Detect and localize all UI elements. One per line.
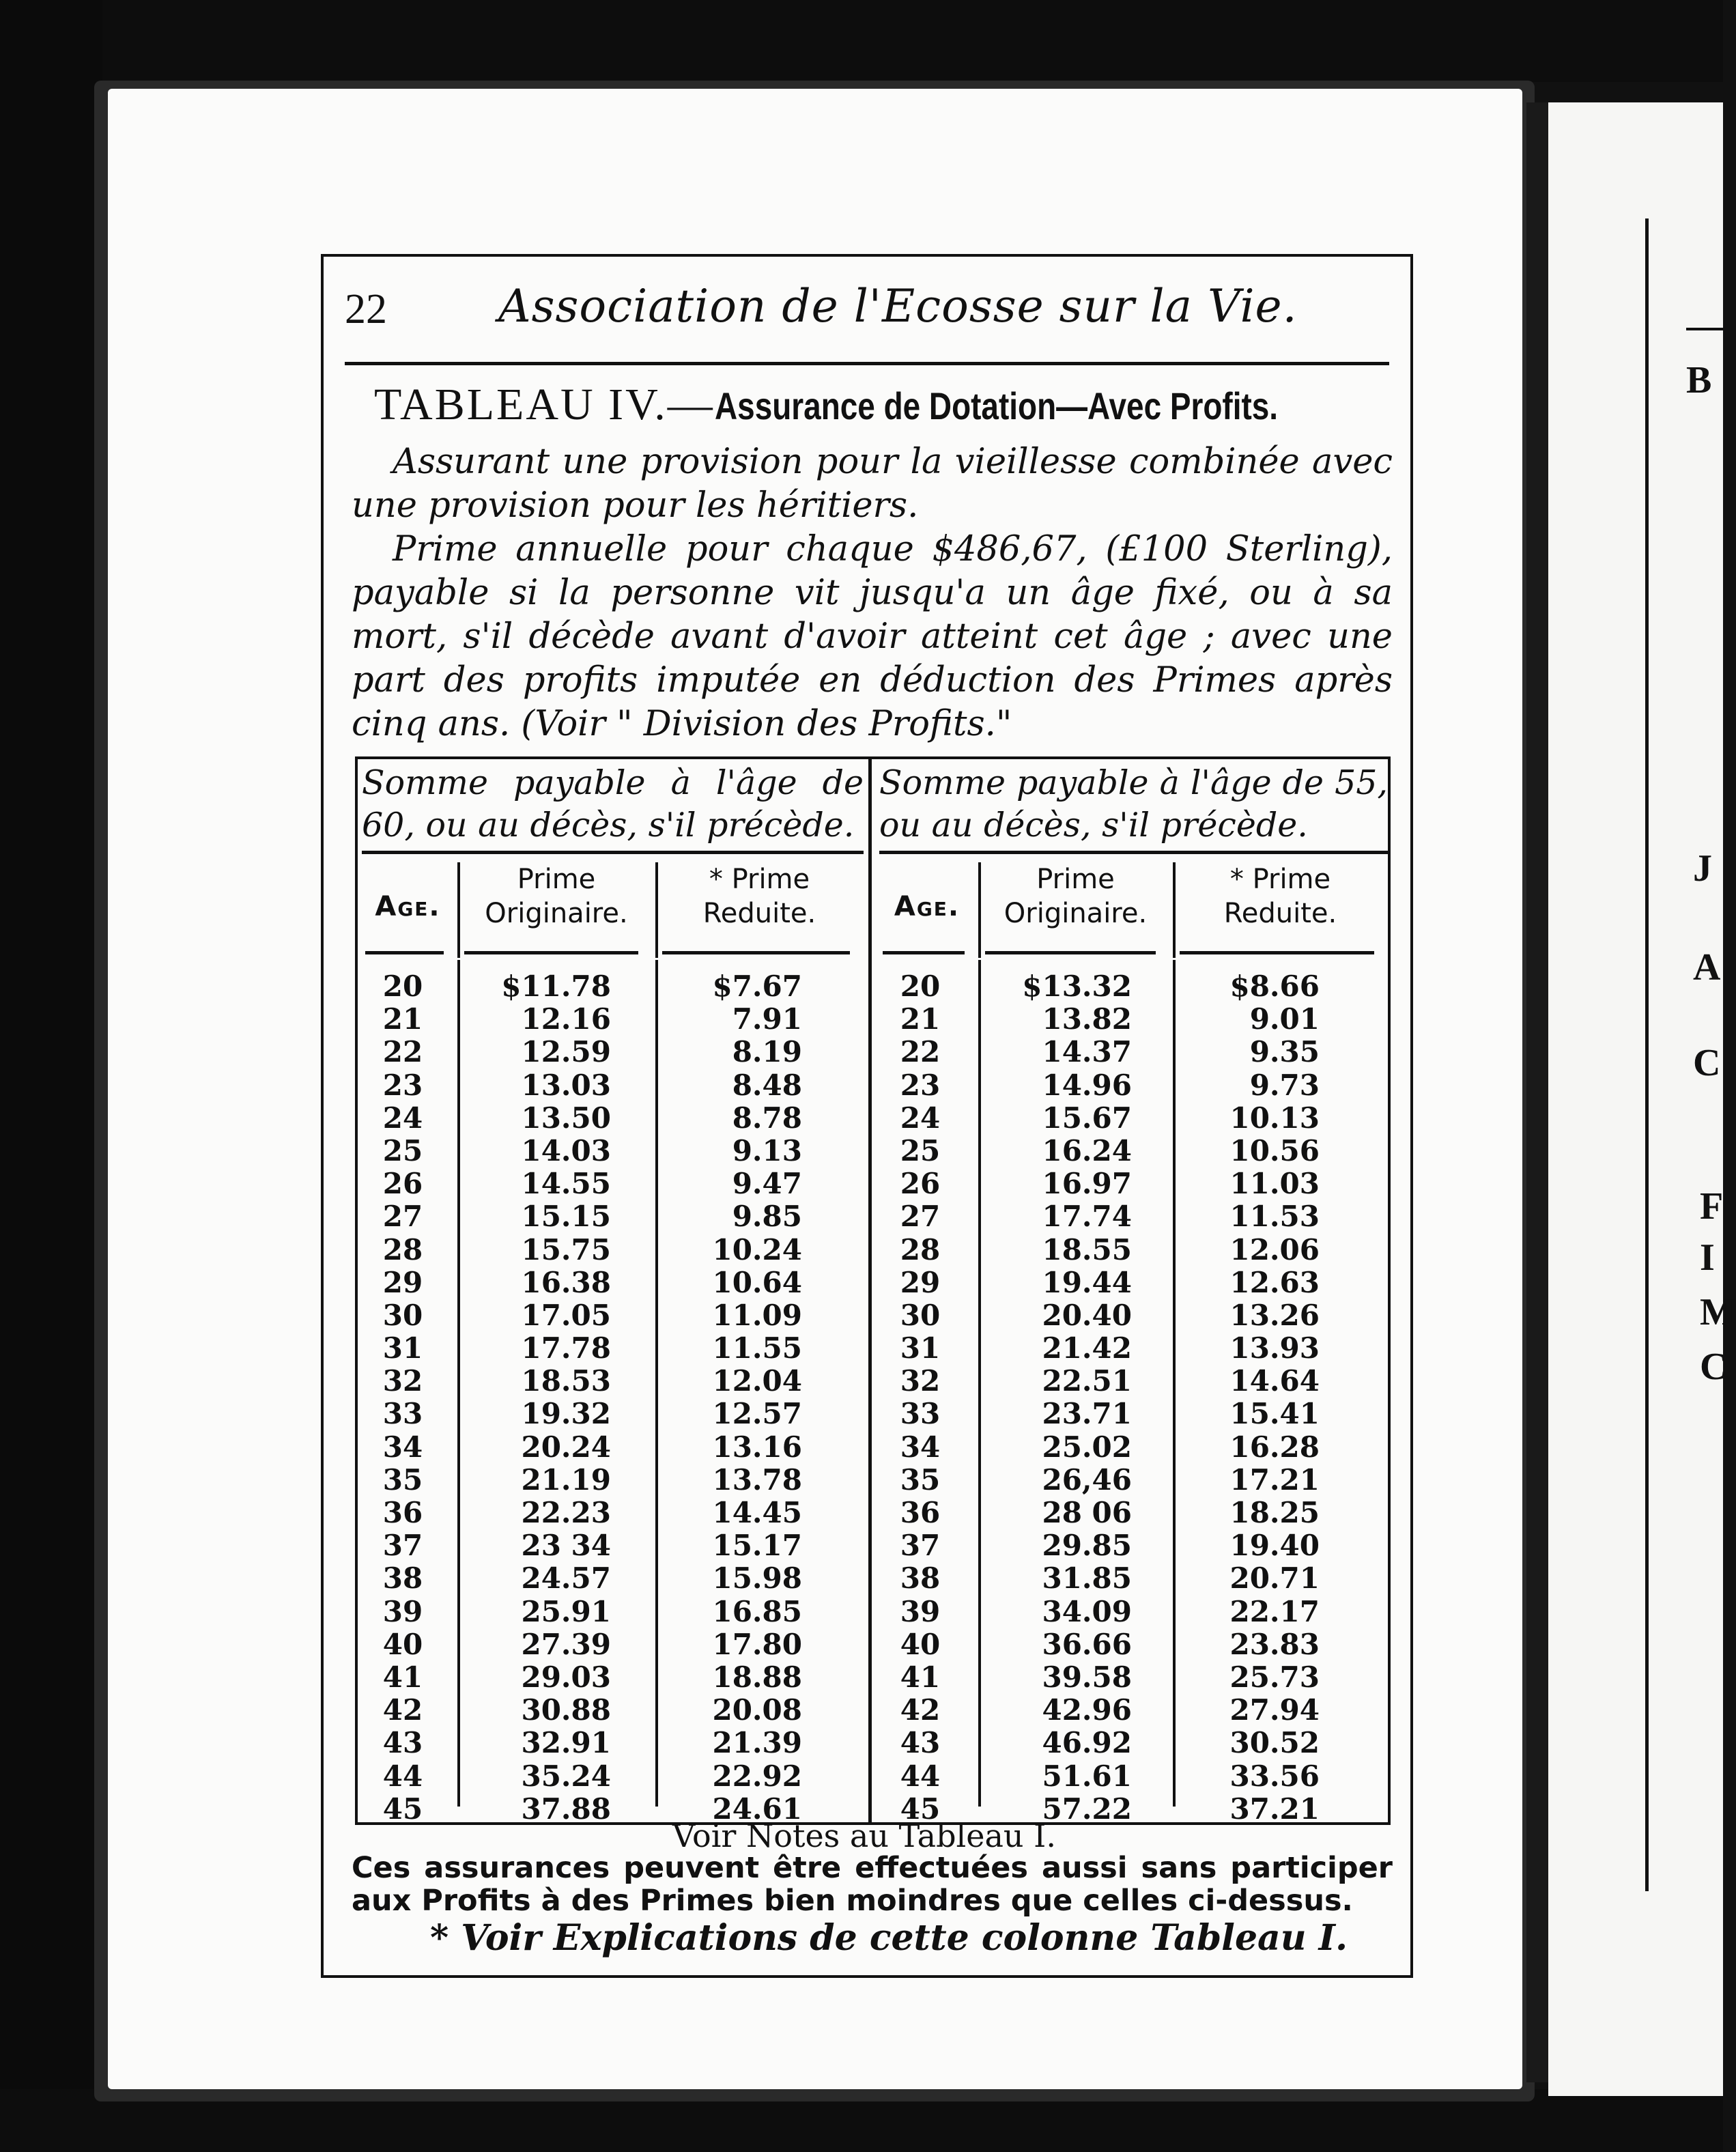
prime-originaire-cell: 42.96 [1042, 1693, 1132, 1727]
prime-reduite-cell: 16.28 [1229, 1430, 1320, 1464]
age-cell: 39 [900, 1594, 941, 1628]
prime-reduite-cell: 23.83 [1229, 1627, 1320, 1661]
table-row [879, 1727, 1388, 1759]
table-row [879, 1464, 1388, 1497]
prime-reduite-cell: 12.63 [1229, 1265, 1320, 1299]
table-row [879, 1167, 1388, 1200]
prime-reduite-cell: 9.47 [732, 1167, 802, 1201]
age-cell: 25 [382, 1133, 423, 1167]
table-row [879, 1398, 1388, 1430]
age-cell: 44 [900, 1759, 941, 1793]
prime-originaire-cell: 21.42 [1042, 1331, 1132, 1365]
prime-originaire-cell: 19.32 [521, 1397, 611, 1431]
prime-reduite-cell: 11.53 [1229, 1200, 1320, 1234]
prime-reduite-cell: $8.66 [1229, 969, 1320, 1003]
scan-background-left [0, 0, 102, 2152]
prime-reduite-cell: 22.17 [1229, 1594, 1320, 1628]
age-header: Age. [375, 891, 441, 922]
prime-originaire-cell: 46.92 [1042, 1726, 1132, 1760]
table-row [362, 1529, 864, 1562]
table-row [362, 1135, 864, 1167]
age-cell: 41 [382, 1660, 423, 1694]
prime-originaire-header: Prime Originaire. [485, 864, 628, 929]
table-row [879, 1760, 1388, 1793]
adjacent-page-rule [1645, 218, 1649, 1891]
age-cell: 38 [900, 1561, 941, 1596]
table-row [879, 1036, 1388, 1068]
prime-originaire-cell: 19.44 [1042, 1265, 1132, 1299]
age-cell: 36 [900, 1496, 941, 1529]
adjacent-page-letter: M [1700, 1291, 1736, 1333]
prime-reduite-header: * Prime Reduite. [702, 864, 816, 929]
prime-reduite-cell: 9.73 [1249, 1068, 1320, 1102]
table-caption: Somme payable à l'âge de 60, ou au décès, s'il précède. [362, 763, 864, 845]
table-row [879, 1003, 1388, 1036]
age-cell: 28 [382, 1232, 423, 1266]
prime-reduite-cell: 14.45 [712, 1496, 802, 1529]
age-cell: 25 [900, 1133, 941, 1167]
header-rule [345, 362, 1389, 365]
prime-reduite-cell: 11.09 [712, 1298, 802, 1332]
prime-reduite-cell: 16.85 [712, 1594, 802, 1628]
note-explanation: * Voir Explications de cette colonne Tableau I. [430, 1917, 1348, 1959]
age-cell: 42 [382, 1693, 423, 1727]
age-cell: 26 [900, 1167, 941, 1201]
table-row [362, 1266, 864, 1299]
adjacent-page-letter: C [1700, 1346, 1728, 1388]
table-row [362, 1003, 864, 1036]
prime-originaire-cell: 15.75 [521, 1232, 611, 1266]
prime-reduite-cell: 9.13 [732, 1133, 802, 1167]
prime-originaire-cell: 26,46 [1042, 1462, 1132, 1497]
table-divider [868, 756, 872, 1825]
prime-reduite-cell: 22.92 [712, 1759, 802, 1793]
prime-originaire-cell: 22.51 [1042, 1364, 1132, 1398]
table-row [362, 1596, 864, 1628]
prime-reduite-cell: 17.21 [1229, 1462, 1320, 1497]
header-rule [464, 951, 638, 954]
prime-reduite-cell: 9.35 [1249, 1035, 1320, 1069]
prime-originaire-cell: 17.78 [521, 1331, 611, 1365]
table-row [879, 1234, 1388, 1266]
prime-originaire-cell: 36.66 [1042, 1627, 1132, 1661]
table-row [879, 1529, 1388, 1562]
prime-originaire-cell: 28 06 [1042, 1496, 1132, 1529]
age-cell: 37 [900, 1529, 941, 1563]
table-row [879, 970, 1388, 1003]
prime-originaire-cell: 20.40 [1042, 1298, 1132, 1332]
header-rule [883, 951, 965, 954]
prime-reduite-cell: 10.24 [712, 1232, 802, 1266]
prime-originaire-cell: 29.85 [1042, 1529, 1132, 1563]
age-cell: 43 [382, 1726, 423, 1760]
prime-originaire-cell: 34.09 [1042, 1594, 1132, 1628]
intro-paragraph: Assurant une provision pour la vieillesse combinée avec une provision pour les héritiers. [352, 442, 1393, 526]
table-row [362, 1727, 864, 1759]
table-row [362, 1365, 864, 1398]
age-cell: 41 [900, 1660, 941, 1694]
age-cell: 40 [900, 1627, 941, 1661]
age-cell: 27 [900, 1200, 941, 1234]
prime-originaire-cell: 14.03 [521, 1133, 611, 1167]
age-cell: 45 [900, 1792, 941, 1826]
table-row [879, 1299, 1388, 1332]
prime-reduite-header: * Prime Reduite. [1223, 864, 1337, 929]
prime-originaire-cell: 13.03 [521, 1068, 611, 1102]
table-row [362, 1628, 864, 1661]
prime-reduite-cell: 10.64 [712, 1265, 802, 1299]
prime-originaire-cell: 51.61 [1042, 1759, 1132, 1793]
header-rule [985, 951, 1156, 954]
table-row [879, 1069, 1388, 1102]
prime-originaire-cell: 27.39 [521, 1627, 611, 1661]
age-cell: 21 [900, 1002, 941, 1036]
prime-originaire-cell: 57.22 [1042, 1792, 1132, 1826]
age-cell: 23 [900, 1068, 941, 1102]
prime-reduite-cell: 20.71 [1229, 1561, 1320, 1596]
prime-originaire-cell: 23.71 [1042, 1397, 1132, 1431]
prime-originaire-cell: 15.15 [521, 1200, 611, 1234]
age-cell: 27 [382, 1200, 423, 1234]
prime-originaire-cell: 16.38 [521, 1265, 611, 1299]
prime-originaire-cell: 31.85 [1042, 1561, 1132, 1596]
table-row [362, 1036, 864, 1068]
age-cell: 22 [382, 1035, 423, 1069]
prime-reduite-cell: 9.01 [1249, 1002, 1320, 1036]
age-cell: 20 [900, 969, 941, 1003]
prime-reduite-cell: 33.56 [1229, 1759, 1320, 1793]
column-divider [1173, 960, 1176, 1807]
prime-reduite-cell: 14.64 [1229, 1364, 1320, 1398]
age-cell: 38 [382, 1561, 423, 1596]
age-cell: 43 [900, 1726, 941, 1760]
prime-originaire-cell: 14.37 [1042, 1035, 1132, 1069]
prime-reduite-cell: 15.17 [712, 1529, 802, 1563]
table-row [879, 1266, 1388, 1299]
prime-originaire-cell: 29.03 [521, 1660, 611, 1694]
age-cell: 26 [382, 1167, 423, 1201]
prime-reduite-cell: 30.52 [1229, 1726, 1320, 1760]
prime-originaire-cell: 32.91 [521, 1726, 611, 1760]
table-row [879, 1628, 1388, 1661]
prime-originaire-cell: $13.32 [1022, 969, 1132, 1003]
table-body [879, 970, 1388, 1826]
prime-reduite-cell: 27.94 [1229, 1693, 1320, 1727]
adjacent-page-letter: A [1693, 946, 1721, 989]
adjacent-page-letter: B [1686, 359, 1712, 401]
adjacent-page-hline [1686, 328, 1723, 330]
table-body [362, 970, 864, 1826]
prime-reduite-cell: 8.19 [732, 1035, 802, 1069]
note-without-profits: Ces assurances peuvent être effectuées aussi sans participer aux Profits à des Primes bien moindres que celles ci-dessus. [352, 1851, 1393, 1918]
header-divider [457, 862, 460, 958]
intro-text [352, 440, 1393, 746]
running-title: Association de l'Ecosse sur la Vie. [498, 280, 1298, 332]
age-cell: 28 [900, 1232, 941, 1266]
column-divider [655, 960, 658, 1807]
prime-originaire-cell: 14.55 [521, 1167, 611, 1201]
prime-originaire-cell: 13.82 [1042, 1002, 1132, 1036]
prime-originaire-cell: 25.91 [521, 1594, 611, 1628]
table-row [362, 970, 864, 1003]
table-row [362, 1332, 864, 1365]
table-row [879, 1661, 1388, 1694]
tableau-number: TABLEAU IV.— [374, 380, 715, 429]
table-row [879, 1497, 1388, 1529]
table-row [362, 1562, 864, 1595]
prime-reduite-cell: 19.40 [1229, 1529, 1320, 1563]
prime-reduite-cell: 13.16 [712, 1430, 802, 1464]
intro-paragraph: Prime annuelle pour chaque $486,67, (£100 Sterling), payable si la personne vit jusqu'a un âge fixé, ou à sa mort, s'il décède avant d'avoir atteint cet âge ; avec une part des profits imputée en déduction des Primes après cinq ans. (Voir " Division des Profits." [352, 529, 1393, 744]
table-row [879, 1332, 1388, 1365]
table-row [362, 1464, 864, 1497]
prime-originaire-cell: 14.96 [1042, 1068, 1132, 1102]
header-divider [1173, 862, 1176, 958]
age-cell: 31 [900, 1331, 941, 1365]
table-row [362, 1398, 864, 1430]
column-divider [457, 960, 460, 1807]
column-headers [879, 862, 1388, 958]
table-row [362, 1102, 864, 1135]
header-rule [365, 951, 444, 954]
table-row [362, 1299, 864, 1332]
age-cell: 32 [382, 1364, 423, 1398]
prime-reduite-cell: 13.78 [712, 1462, 802, 1497]
table-caption: Somme payable à l'âge de 55, ou au décès, s'il précède. [879, 763, 1388, 845]
note-see-table: Voir Notes au Tableau I. [672, 1817, 1056, 1854]
prime-reduite-cell: 9.85 [732, 1200, 802, 1234]
prime-reduite-cell: 24.61 [712, 1792, 802, 1826]
prime-reduite-cell: 25.73 [1229, 1660, 1320, 1694]
age-cell: 22 [900, 1035, 941, 1069]
header-divider [655, 862, 658, 958]
scan-background-top [0, 0, 1723, 82]
prime-reduite-cell: 21.39 [712, 1726, 802, 1760]
table-row [879, 1365, 1388, 1398]
column-headers [362, 862, 864, 958]
prime-reduite-cell: 10.56 [1229, 1133, 1320, 1167]
prime-originaire-cell: 15.67 [1042, 1101, 1132, 1135]
prime-reduite-cell: 15.98 [712, 1561, 802, 1596]
age-cell: 33 [382, 1397, 423, 1431]
table-row [879, 1694, 1388, 1727]
prime-reduite-cell: 15.41 [1229, 1397, 1320, 1431]
age-cell: 33 [900, 1397, 941, 1431]
table-row [879, 1562, 1388, 1595]
age-cell: 44 [382, 1759, 423, 1793]
prime-reduite-cell: 12.57 [712, 1397, 802, 1431]
prime-reduite-cell: 12.04 [712, 1364, 802, 1398]
age-cell: 29 [382, 1265, 423, 1299]
prime-originaire-cell: 39.58 [1042, 1660, 1132, 1694]
prime-reduite-cell: 8.48 [732, 1068, 802, 1102]
prime-reduite-cell: 8.78 [732, 1101, 802, 1135]
prime-originaire-cell: 17.05 [521, 1298, 611, 1332]
table-age-55 [879, 762, 1388, 1826]
table-row [879, 1102, 1388, 1135]
prime-originaire-cell: 18.53 [521, 1364, 611, 1398]
adjacent-page-letter: J [1693, 847, 1712, 890]
prime-originaire-cell: 22.23 [521, 1496, 611, 1529]
age-cell: 32 [900, 1364, 941, 1398]
prime-reduite-cell: 13.26 [1229, 1298, 1320, 1332]
age-cell: 45 [382, 1792, 423, 1826]
table-age-60 [362, 762, 864, 1826]
prime-originaire-cell: 12.16 [521, 1002, 611, 1036]
prime-originaire-cell: 30.88 [521, 1693, 611, 1727]
adjacent-page-letter: C [1693, 1042, 1721, 1084]
prime-originaire-cell: 23 34 [521, 1529, 611, 1563]
age-cell: 36 [382, 1496, 423, 1529]
age-cell: 42 [900, 1693, 941, 1727]
age-cell: 37 [382, 1529, 423, 1563]
prime-reduite-cell: 11.03 [1229, 1167, 1320, 1201]
age-cell: 31 [382, 1331, 423, 1365]
age-cell: 30 [900, 1298, 941, 1332]
table-row [879, 1596, 1388, 1628]
prime-reduite-cell: 10.13 [1229, 1101, 1320, 1135]
book-gutter [1526, 102, 1548, 2082]
age-cell: 35 [382, 1462, 423, 1497]
table-row [362, 1200, 864, 1233]
prime-reduite-cell: 18.25 [1229, 1496, 1320, 1529]
prime-reduite-cell: 18.88 [712, 1660, 802, 1694]
age-cell: 29 [900, 1265, 941, 1299]
table-title [374, 379, 1401, 431]
age-cell: 40 [382, 1627, 423, 1661]
prime-reduite-cell: 17.80 [712, 1627, 802, 1661]
age-cell: 20 [382, 969, 423, 1003]
prime-reduite-cell: 12.06 [1229, 1232, 1320, 1266]
prime-reduite-cell: 11.55 [712, 1331, 802, 1365]
age-cell: 23 [382, 1068, 423, 1102]
prime-reduite-cell: 7.91 [732, 1002, 802, 1036]
table-row [362, 1234, 864, 1266]
table-row [362, 1694, 864, 1727]
prime-originaire-header: Prime Originaire. [1004, 864, 1148, 929]
prime-reduite-cell: 37.21 [1229, 1792, 1320, 1826]
prime-originaire-cell: 13.50 [521, 1101, 611, 1135]
table-row [879, 1200, 1388, 1233]
table-row [362, 1661, 864, 1694]
table-row [362, 1760, 864, 1793]
prime-originaire-cell: 21.19 [521, 1462, 611, 1497]
prime-originaire-cell: $11.78 [501, 969, 611, 1003]
age-cell: 35 [900, 1462, 941, 1497]
table-row [362, 1431, 864, 1464]
age-cell: 21 [382, 1002, 423, 1036]
prime-originaire-cell: 25.02 [1042, 1430, 1132, 1464]
age-cell: 24 [382, 1101, 423, 1135]
age-header: Age. [894, 891, 961, 922]
header-divider [978, 862, 981, 958]
prime-originaire-cell: 24.57 [521, 1561, 611, 1596]
adjacent-page-letter: I [1700, 1236, 1715, 1279]
age-cell: 34 [382, 1430, 423, 1464]
table-row [362, 1497, 864, 1529]
prime-originaire-cell: 35.24 [521, 1759, 611, 1793]
prime-reduite-cell: $7.67 [712, 969, 802, 1003]
prime-originaire-cell: 37.88 [521, 1792, 611, 1826]
prime-originaire-cell: 17.74 [1042, 1200, 1132, 1234]
header-rule [1180, 951, 1374, 954]
age-cell: 24 [900, 1101, 941, 1135]
tableau-subtitle: Assurance de Dotation—Avec Profits. [714, 384, 1278, 427]
table-row [879, 1431, 1388, 1464]
prime-originaire-cell: 16.24 [1042, 1133, 1132, 1167]
age-cell: 39 [382, 1594, 423, 1628]
caption-rule [879, 851, 1388, 854]
prime-originaire-cell: 20.24 [521, 1430, 611, 1464]
table-row [362, 1167, 864, 1200]
page-number: 22 [345, 286, 387, 332]
table-row [879, 1135, 1388, 1167]
caption-rule [362, 851, 864, 854]
column-divider [978, 960, 981, 1807]
header-rule [662, 951, 850, 954]
prime-reduite-cell: 13.93 [1229, 1331, 1320, 1365]
age-cell: 30 [382, 1298, 423, 1332]
prime-originaire-cell: 16.97 [1042, 1167, 1132, 1201]
prime-originaire-cell: 18.55 [1042, 1232, 1132, 1266]
adjacent-page-letter: F [1700, 1185, 1724, 1228]
age-cell: 34 [900, 1430, 941, 1464]
table-row [362, 1069, 864, 1102]
prime-originaire-cell: 12.59 [521, 1035, 611, 1069]
prime-reduite-cell: 20.08 [712, 1693, 802, 1727]
